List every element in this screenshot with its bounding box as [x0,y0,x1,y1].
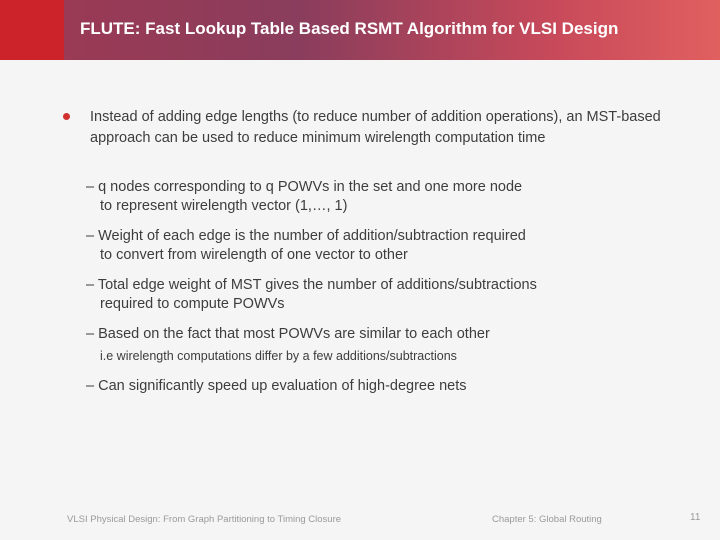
slide-title: FLUTE: Fast Lookup Table Based RSMT Algorithm for VLSI Design [80,19,619,38]
slide-header [0,0,720,60]
page-number: 11 [690,512,701,523]
sub-bullet-4 [86,325,646,366]
sub-bullet-4-line2: i.e wirelength computations differ by a few additions/subtractions [100,349,457,363]
sub-bullet-3-line1: – Total edge weight of MST gives the number of additions/subtractions [86,277,537,293]
sub-bullet-3-line2: required to compute POWVs [100,296,285,312]
sub-bullet-5-line1: – Can significantly speed up evaluation of high-degree nets [86,378,467,394]
footer-book-title: VLSI Physical Design: From Graph Partitioning to Timing Closure [67,514,342,525]
sub-bullet-5 [86,377,646,396]
bullet-dot-icon [63,113,70,120]
sub-bullet-1-line1: – q nodes corresponding to q POWVs in the set and one more node [86,179,523,195]
main-bullet-text: Instead of adding edge lengths (to reduce number of addition operations), an MST-based approach can be used to reduce minimum wirelength computation time [90,109,661,146]
sub-bullet-4-line1: – Based on the fact that most POWVs are similar to each other [86,326,490,342]
sub-bullet-1-line2: to represent wirelength vector (1,…, 1) [100,198,348,214]
sub-bullet-1 [86,178,646,216]
sub-bullet-2-line1: – Weight of each edge is the number of addition/subtraction required [86,228,526,244]
sub-bullet-3 [86,276,646,314]
sub-bullet-2 [86,227,646,265]
sub-bullet-2-line2: to convert from wirelength of one vector to other [100,247,408,263]
footer-chapter: Chapter 5: Global Routing [492,514,602,525]
header-accent-bar [0,0,64,60]
